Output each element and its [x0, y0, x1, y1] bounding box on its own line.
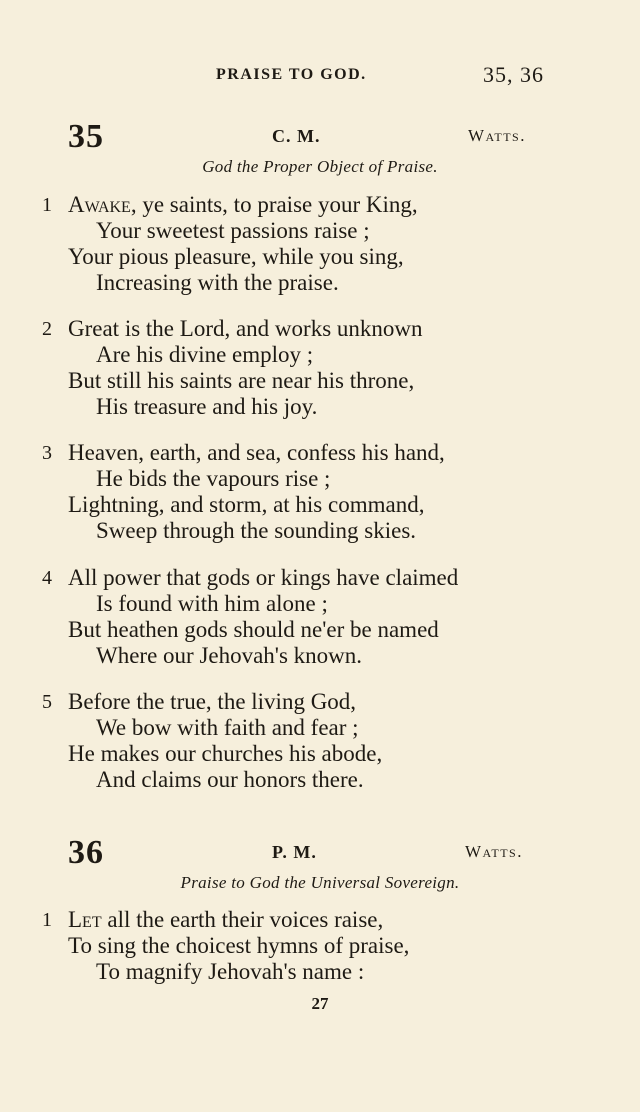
verse-line-text: His treasure and his joy. — [96, 394, 318, 419]
running-head — [0, 64, 640, 88]
verse-line — [0, 643, 640, 669]
running-head-title: PRAISE TO GOD. — [216, 66, 367, 83]
verse-line-text: Are his divine employ ; — [96, 342, 314, 367]
verse-line — [0, 316, 640, 342]
hymn-35-stanza-3 — [0, 440, 640, 544]
verse-line — [0, 440, 640, 466]
hymn-35-stanza-2 — [0, 316, 640, 420]
hymn-meter: C. M. — [272, 126, 321, 146]
verse-line — [0, 689, 640, 715]
verse-line-text: To sing the choicest hymns of praise, — [68, 933, 410, 958]
stanza-number: 2 — [42, 318, 52, 340]
hymn-36-header — [0, 834, 640, 874]
verse-line-text: Your pious pleasure, while you sing, — [68, 244, 404, 269]
hymn-35-stanza-5 — [0, 689, 640, 793]
hymn-author: Watts. — [465, 842, 523, 861]
verse-line-text: Before the true, the living God, — [68, 689, 357, 714]
verse-line-text: Sweep through the sounding skies. — [96, 518, 417, 543]
verse-line-text: We bow with faith and fear ; — [96, 715, 359, 740]
verse-line-text: But heathen gods should ne'er be named — [68, 617, 439, 642]
verse-line — [0, 270, 640, 296]
verse-line-text: He makes our churches his abode, — [68, 741, 383, 766]
verse-line-text: Increasing with the praise. — [96, 270, 339, 295]
stanza-number: 3 — [42, 442, 52, 464]
verse-line — [0, 767, 640, 793]
hymn-36-stanza-1 — [0, 907, 640, 985]
hymn-author: Watts. — [468, 126, 526, 145]
verse-line — [0, 617, 640, 643]
verse-line-text: all the earth their voices raise, — [101, 907, 384, 932]
hymn-36-subtitle: Praise to God the Universal Sovereign. — [180, 873, 460, 892]
verse-line — [0, 342, 640, 368]
verse-line — [0, 907, 640, 933]
hymn-meter: P. M. — [272, 842, 317, 862]
hymn-number: 35 — [68, 118, 104, 155]
hymn-35-stanza-4 — [0, 565, 640, 669]
verse-line-text: All power that gods or kings have claimed — [68, 565, 459, 590]
verse-line — [0, 466, 640, 492]
verse-line-text: He bids the vapours rise ; — [96, 466, 331, 491]
verse-line — [0, 492, 640, 518]
verse-line-text: To magnify Jehovah's name : — [96, 959, 365, 984]
verse-line — [0, 741, 640, 767]
verse-line — [0, 565, 640, 591]
verse-line — [0, 218, 640, 244]
verse-line-text: And claims our honors there. — [96, 767, 364, 792]
first-word: Awake, — [68, 192, 137, 217]
verse-line — [0, 959, 640, 985]
stanza-number: 1 — [42, 909, 52, 931]
hymn-35-stanza-1 — [0, 192, 640, 296]
verse-line — [0, 933, 640, 959]
hymn-number: 36 — [68, 834, 104, 871]
verse-line — [0, 518, 640, 544]
running-head-page-range: 35, 36 — [483, 62, 544, 87]
verse-line — [0, 394, 640, 420]
first-word: Let — [68, 907, 102, 932]
verse-line-text: Where our Jehovah's known. — [96, 643, 363, 668]
verse-line-text: ye saints, to praise your King, — [136, 192, 418, 217]
hymn-35-header — [0, 118, 640, 158]
verse-line-text: Lightning, and storm, at his command, — [68, 492, 425, 517]
verse-line-text: Great is the Lord, and works unknown — [68, 316, 423, 341]
stanza-number: 5 — [42, 691, 52, 713]
verse-line — [0, 192, 640, 218]
verse-line — [0, 368, 640, 394]
stanza-number: 1 — [42, 194, 52, 216]
verse-line-text: But still his saints are near his throne, — [68, 368, 415, 393]
verse-line-text: Your sweetest passions raise ; — [96, 218, 370, 243]
hymn-35-subtitle: God the Proper Object of Praise. — [202, 157, 438, 176]
verse-line — [0, 244, 640, 270]
verse-line — [0, 591, 640, 617]
verse-line — [0, 715, 640, 741]
page-number: 27 — [311, 994, 329, 1013]
verse-line-text: Is found with him alone ; — [96, 591, 328, 616]
stanza-number: 4 — [42, 567, 52, 589]
verse-line-text: Heaven, earth, and sea, confess his hand, — [68, 440, 445, 465]
